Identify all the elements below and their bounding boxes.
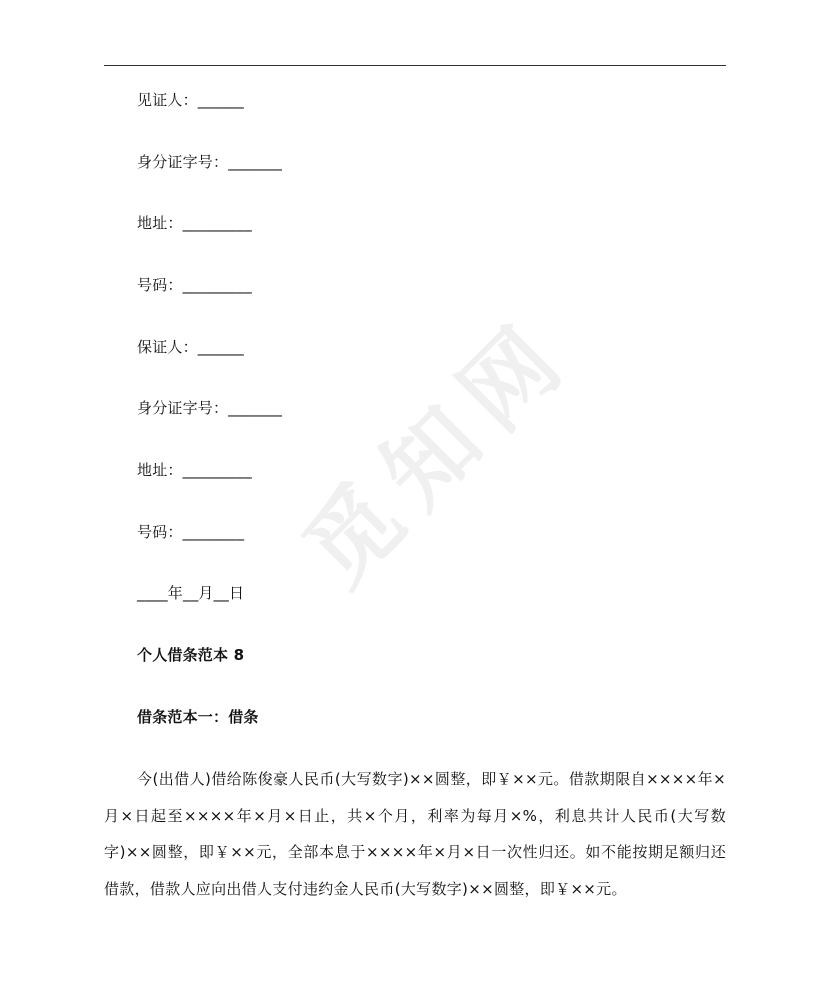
witness-name-field: 见证人：______ [137,91,245,109]
witness-address-field: 地址：_________ [137,214,252,232]
guarantor-name-field: 保证人：______ [137,338,245,356]
witness-id-field: 身分证字号：_______ [137,153,283,171]
section-title: 个人借条范本 8 [137,646,245,664]
guarantor-id-field: 身分证字号：_______ [137,399,283,417]
body-paragraph: 今(出借人)借给陈俊豪人民币(大写数字)××圆整，即￥××元。借款期限自××××年×月×日起至××××年×月×日止，共×个月，利率为每月×%，利息共计人民币(大写数字)××圆整，即￥××元，全部本息于××××年×月×日一次性归还。如不能按期足额归还借款，借款人应向出借人支付违约金人民币(大写数字)××圆整，即￥××元。 [104,770,726,898]
date-field: ____年__月__日 [137,584,245,602]
witness-number-field: 号码：_________ [137,276,252,294]
guarantor-number-field: 号码：________ [137,523,245,541]
watermark: 觅知网 [283,296,593,606]
subtitle: 借条范本一：借条 [137,708,259,726]
header-rule [104,65,726,66]
guarantor-address-field: 地址：_________ [137,461,252,479]
